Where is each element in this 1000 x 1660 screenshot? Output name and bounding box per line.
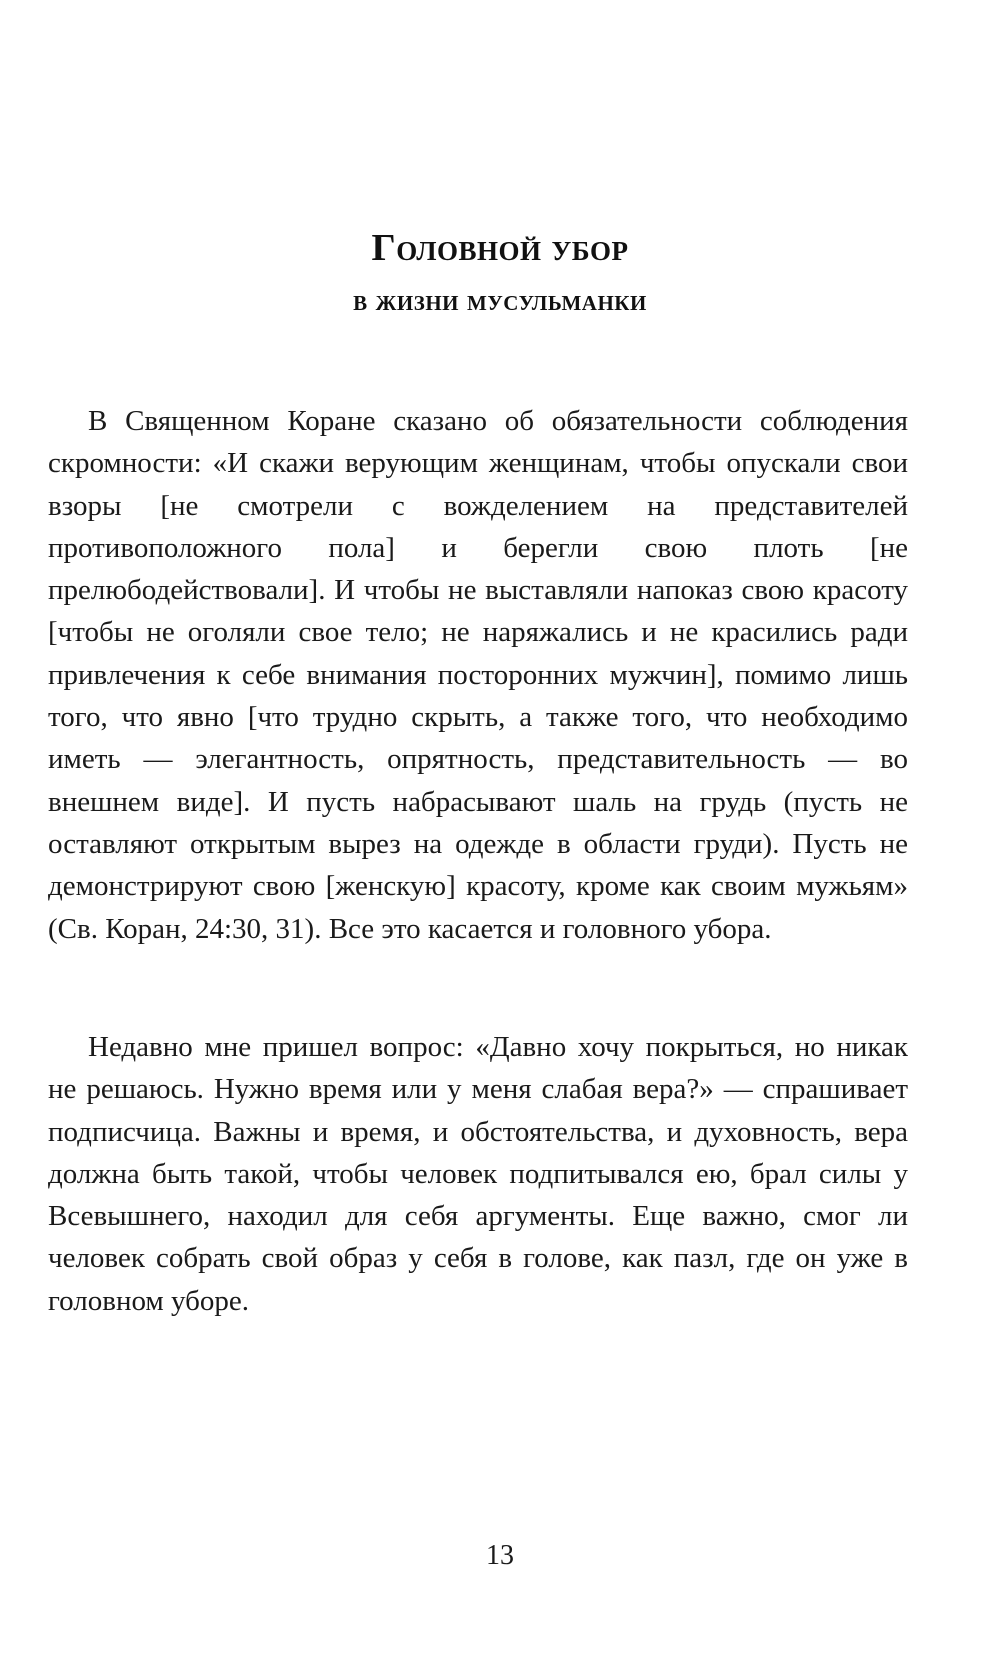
paragraph-quran-quote: В Священном Коране сказано об обязательности соблюдения скромности: «И скажи верующим женщинам, чтобы опускали свои взоры [не смотрели с вожделением на представителей противоположного пола] и берегли свою плоть [не прелюбодействовали]. И чтобы не выставляли напоказ свою красоту [чтобы не оголяли свое тело; не наряжались и не красились ради привлечения к себе внимания посторонних мужчин], помимо лишь того, что явно [что трудно скрыть, а также того, что необходимо иметь — элегантность, опрятность, представительность — во внешнем виде]. И пусть набрасывают шаль на грудь (пусть не оставляют открытым вырез на одежде в области груди). Пусть не демонстрируют свою [женскую] красоту, кроме как своим мужьям» (Св. Коран, 24:30, 31). Все это касается и головного убора. xyxy=(48,405,908,945)
paragraph-reader-question: Недавно мне пришел вопрос: «Давно хочу покрыться, но никак не решаюсь. Нужно время или у меня слабая вера?» — спрашивает подписчица. Важны и время, и обстоятельства, и духовность, вера должна быть такой, чтобы человек подпитывался ею, брал силы у Всевышнего, находил для себя аргументы. Еще важно, смог ли человек собрать свой образ у себя в голове, как пазл, где он уже в головном уборе. xyxy=(48,1031,908,1317)
chapter-title: Головной убор xyxy=(371,227,629,269)
page-number: 13 xyxy=(486,1540,514,1571)
chapter-subtitle: в жизни мусульманки xyxy=(353,284,647,317)
